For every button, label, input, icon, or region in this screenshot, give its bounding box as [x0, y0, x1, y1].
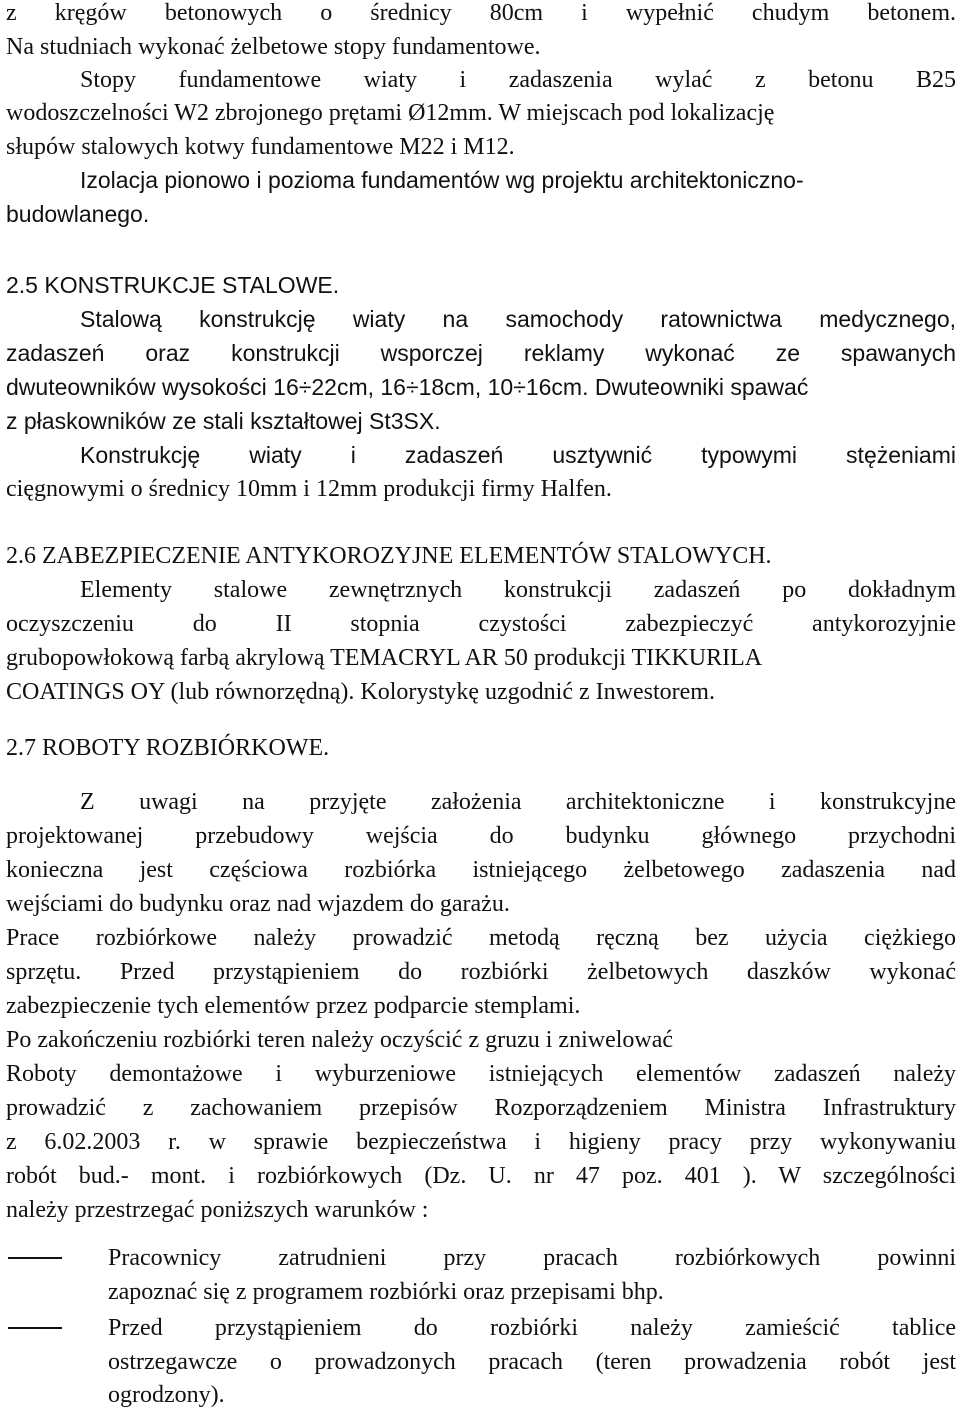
paragraph-line: prowadzić z zachowaniem przepisów Rozporządzeniem Ministra Infrastruktury: [6, 1095, 956, 1121]
bullet-line: Przed przystąpieniem do rozbiórki należy zamieścić tablice: [108, 1315, 956, 1341]
paragraph-line: grubopowłokową farbą akrylową TEMACRYL AR 50 produkcji TIKKURILA: [6, 645, 763, 671]
paragraph-line: Po zakończeniu rozbiórki teren należy oczyścić z gruzu i zniwelować: [6, 1027, 674, 1053]
paragraph-line: Z uwagi na przyjęte założenia architektoniczne i konstrukcyjne: [80, 789, 956, 815]
paragraph-line: sprzętu. Przed przystąpieniem do rozbiórki żelbetowych daszków wykonać: [6, 959, 956, 985]
paragraph-line: z kręgów betonowych o średnicy 80cm i wypełnić chudym betonem.: [6, 0, 956, 26]
dash-bullet-icon: [6, 1311, 62, 1345]
paragraph-line: Na studniach wykonać żelbetowe stopy fundamentowe.: [6, 34, 541, 60]
section-heading-2-5: 2.5 KONSTRUKCJE STALOWE.: [6, 272, 340, 298]
bullet-line: ogrodzony).: [108, 1382, 225, 1408]
paragraph-line: z 6.02.2003 r. w sprawie bezpieczeństwa i higieny pracy przy wykonywaniu: [6, 1129, 956, 1155]
paragraph-line: z płaskowników ze stali kształtowej St3SX.: [6, 408, 441, 434]
paragraph-line: Stalową konstrukcję wiaty na samochody ratownictwa medycznego,: [80, 306, 956, 332]
paragraph-line: robót bud.- mont. i rozbiórkowych (Dz. U. nr 47 poz. 401 ). W szczególności: [6, 1163, 956, 1189]
section-heading-2-6: 2.6 ZABEZPIECZENIE ANTYKOROZYJNE ELEMENTÓW STALOWYCH.: [6, 543, 772, 569]
paragraph-line: budowlanego.: [6, 201, 150, 227]
paragraph-line: wodoszczelności W2 zbrojonego prętami Ø12mm. W miejscach pod lokalizację: [6, 100, 775, 126]
section-heading-2-7: 2.7 ROBOTY ROZBIÓRKOWE.: [6, 735, 330, 761]
paragraph-line: Izolacja pionowo i pozioma fundamentów wg projektu architektoniczno-: [80, 167, 804, 193]
paragraph-line: dwuteowników wysokości 16÷22cm, 16÷18cm, 10÷16cm. Dwuteowniki spawać: [6, 374, 809, 400]
paragraph-line: Prace rozbiórkowe należy prowadzić metodą ręczną bez użycia ciężkiego: [6, 925, 956, 951]
paragraph-line: oczyszczeniu do II stopnia czystości zabezpieczyć antykorozyjnie: [6, 611, 956, 637]
paragraph-line: Roboty demontażowe i wyburzeniowe istniejących elementów zadaszeń należy: [6, 1061, 956, 1087]
paragraph-line: konieczna jest częściowa rozbiórka istniejącego żelbetowego zadaszenia nad: [6, 857, 956, 883]
dash-bullet-icon: [6, 1241, 62, 1275]
paragraph-line: zadaszeń oraz konstrukcji wsporczej reklamy wykonać ze spawanych: [6, 340, 956, 366]
bullet-line: Pracownicy zatrudnieni przy pracach rozbiórkowych powinni: [108, 1245, 956, 1271]
bullet-line: zapoznać się z programem rozbiórki oraz przepisami bhp.: [108, 1279, 664, 1305]
paragraph-line: cięgnowymi o średnicy 10mm i 12mm produkcji firmy Halfen.: [6, 476, 612, 502]
paragraph-line: Konstrukcję wiaty i zadaszeń usztywnić typowymi stężeniami: [80, 442, 956, 468]
paragraph-line: wejściami do budynku oraz nad wjazdem do garażu.: [6, 891, 510, 917]
paragraph-line: należy przestrzegać poniższych warunków :: [6, 1197, 429, 1223]
paragraph-line: projektowanej przebudowy wejścia do budynku głównego przychodni: [6, 823, 956, 849]
paragraph-line: Elementy stalowe zewnętrznych konstrukcji zadaszeń po dokładnym: [80, 577, 956, 603]
paragraph-line: słupów stalowych kotwy fundamentowe M22 i M12.: [6, 134, 515, 160]
paragraph-line: COATINGS OY (lub równorzędną). Kolorystykę uzgodnić z Inwestorem.: [6, 679, 715, 705]
bullet-line: ostrzegawcze o prowadzonych pracach (teren prowadzenia robót jest: [108, 1349, 956, 1375]
paragraph-line: Stopy fundamentowe wiaty i zadaszenia wylać z betonu B25: [80, 67, 956, 93]
paragraph-line: zabezpieczenie tych elementów przez podparcie stemplami.: [6, 993, 581, 1019]
